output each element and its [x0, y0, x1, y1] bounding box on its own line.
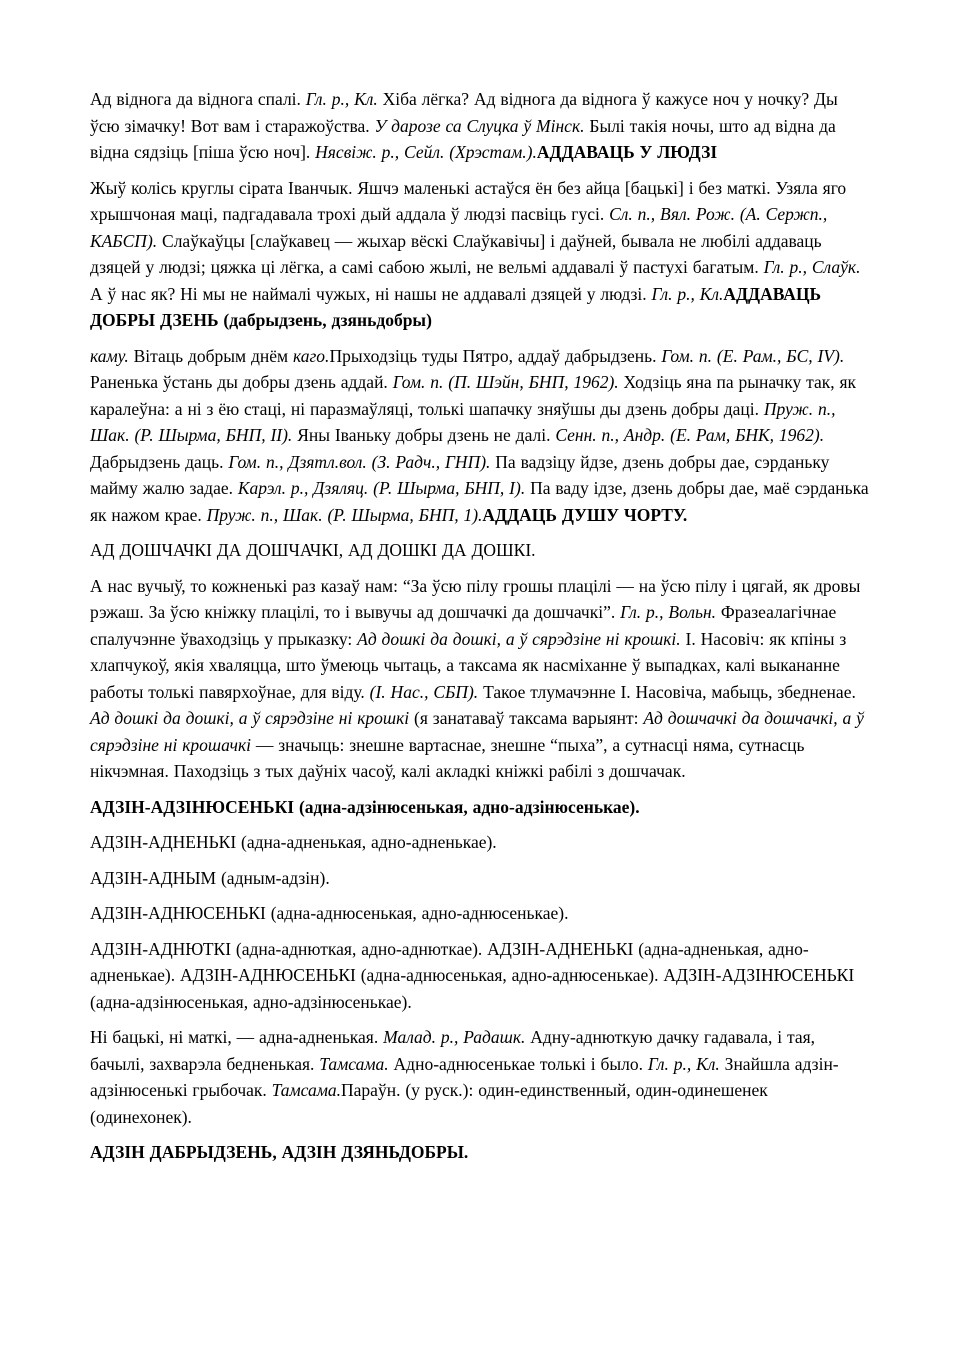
- text-run-italic: Пруж. п., Шак. (Р. Шырма, БНП, II).: [90, 398, 836, 445]
- text-run-regular: Ні бацькі, ні маткі, — адна-адненькая.: [90, 1027, 384, 1047]
- text-run-regular: Слаўкаўцы [слаўкавец — жыхар вёскі Слаўкавічы] і даўней, бывала не любілі аддаваць дзяцей у людзі; цяжка ці лёгка, а самі сабою жылі, не вельмі аддавалі ў пастухі багатым.: [90, 230, 822, 277]
- text-run-italic: (І. Нас., СБП).: [369, 681, 479, 702]
- text-run-regular: Знайшла адзін-адзінюсенькі грыбочак.: [90, 1053, 839, 1100]
- entry-ad-vidnoha-da-vidnoha: [90, 86, 872, 166]
- entry-addavac-u-liudzi: [90, 175, 872, 334]
- text-run-italic: Карэл. р., Дзяляц. (Р. Шырма, БНП, І).: [237, 478, 526, 498]
- headword-ad-doshchachki-da-doshchachki: [90, 537, 872, 564]
- entry-addavac-dobry-dzen: [90, 343, 872, 529]
- text-run-regular: Яны Іваньку добры дзень не далі.: [292, 425, 556, 445]
- text-run-italic: Тамсама.: [319, 1053, 389, 1074]
- text-run-regular: Па вадзіцу йдзе, дзень добры дае, сэрданьку майму жалю задае.: [90, 451, 830, 498]
- text-run-italic: Гл. р., Слаўк.: [763, 257, 861, 277]
- text-run-italic: Тамсама.: [271, 1080, 342, 1100]
- headword-adzin-adnym: [90, 865, 872, 892]
- dictionary-text-column: [90, 86, 872, 1175]
- text-run-italic: Гл. р., Вольн.: [620, 602, 717, 622]
- text-run-regular: (я занатаваў таксама варыянт:: [409, 708, 644, 728]
- text-run-regular: АД ДОШЧАЧКІ ДА ДОШЧАЧКІ, АД ДОШКІ ДА ДОШКІ.: [90, 540, 536, 560]
- text-run-bold: АДЗІН ДАБРЫДЗЕНЬ, АДЗІН ДЗЯНЬДОБРЫ.: [90, 1142, 469, 1162]
- text-run-regular: АДЗІН-АДНЫМ (адным-адзін).: [90, 867, 330, 888]
- text-run-italic: Ад дошкі да дошкі, а ў сярэдзіне ні крошкі: [90, 708, 410, 728]
- text-run-regular: А ў нас як? Ні мы не наймалі чужых, ні нашы не аддавалі дзяцей у людзі.: [90, 283, 652, 304]
- text-run-regular: АДЗІН-АДНЕНЬКІ (адна-адненькая, адно-адненькае).: [90, 832, 497, 852]
- text-run-regular: Хіба лёгка? Ад віднога да віднога ў кажусе ноч у ночку? Ды ўсю зімачку! Вот вам і старажоўства.: [90, 89, 838, 136]
- text-run-regular: Дабрыдзень даць.: [90, 451, 229, 472]
- text-run-italic: Ад дошкі да дошкі, а ў сярэдзіне ні крошкі.: [357, 628, 681, 649]
- text-run-bold: АДДАВАЦЬ У ЛЮДЗІ: [536, 142, 718, 162]
- headword-adzin-adnenki: [90, 829, 872, 856]
- text-run-regular: А нас вучыў, то кожненькі раз казаў нам: “За ўсю пілу грошы плацілі — на ўсю пілу і цягай, як дровы рэжаш. За ўсю кніжку плацілі, то і вывучы ад дошчачкі да дошчачкі”.: [90, 575, 861, 622]
- text-run-italic: Нясвіж. р., Сейл. (Хрэстам.).: [315, 142, 537, 162]
- text-run-regular: Раненька ўстань ды добры дзень аддай.: [90, 372, 393, 392]
- text-run-italic: У дарозе са Слуцка ў Мінск.: [374, 115, 585, 136]
- text-run-italic: каму.: [90, 345, 129, 366]
- text-run-regular: АДЗІН-АДНЮСЕНЬКІ (адна-аднюсенькая, адно-аднюсенькае).: [90, 903, 569, 923]
- text-run-italic: Ад дошчачкі да дошчачкі, а ў сярэдзіне ні крошачкі: [90, 708, 864, 755]
- text-run-italic: Гл. р., Кл.: [305, 89, 378, 109]
- text-run-regular: І. Насовіч: як кпіны з хлапчукоў, якія хваляцца, што ўмеюць чытаць, а таксама як насміханне ў выпадках, калі выкананне работы толькі павярхоўнае, для віду.: [90, 628, 847, 702]
- text-run-italic: Сенн. п., Андр. (Е. Рам, БНК, 1962).: [555, 425, 825, 445]
- text-run-bold: АДЗІН-АДЗІНЮСЕНЬКІ (адна-адзінюсенькая, адно-адзінюсенькае).: [90, 796, 640, 817]
- entry-ad-doshchachki-body: [90, 573, 872, 785]
- text-run-regular: — значыць: знешне вартаснае, знешне “пыха”, а сутнасці няма, сутнасць нікчэмная. Паходзіць з тых даўніх часоў, калі акладкі кніжкі рабілі з дошчачак.: [90, 734, 805, 781]
- text-run-regular: Адну-аднюткую дачку гадавала, і тая, бачылі, захварэла бедненькая.: [90, 1027, 816, 1074]
- text-run-regular: Жыў колісь круглы сірата Іванчык. Яшчэ маленькі астаўся ён без айца [бацькі] і без маткі. Узяла яго хрышчоная маці, падгадавала трохі дый аддала ў людзі пасвіць гусі.: [90, 177, 847, 224]
- text-run-regular: Па ваду ідзе, дзень добры дае, маё сэрданька як нажом крае.: [90, 478, 869, 525]
- headword-adzin-adzinjusenki: [90, 794, 872, 821]
- text-run-italic: Гом. п. (П. Шэйн, БНП, 1962).: [392, 372, 619, 392]
- text-run-regular: Такое тлумачэнне І. Насовіча, мабыць, збедненае.: [478, 681, 856, 702]
- text-run-bold: АДДАВАЦЬ ДОБРЫ ДЗЕНЬ (дабрыдзень, дзяньдобры): [90, 283, 822, 330]
- text-run-italic: Гл. р., Кл.: [647, 1053, 720, 1074]
- text-run-regular: Прыходзіць туды Пятро, аддаў дабрыдзень.: [329, 345, 662, 366]
- text-run-italic: Гом. п. (Е. Рам., БС, IV).: [661, 345, 845, 366]
- headword-adzin-dabrydzen: [90, 1139, 872, 1166]
- text-run-regular: АДЗІН-АДНЮТКІ (адна-аднюткая, адно-аднюткае). АДЗІН-АДНЕНЬКІ (адна-адненькая, адно-адненькае). АДЗІН-АДНЮСЕНЬКІ (адна-аднюсенькая, адно-аднюсенькае). АДЗІН-АДЗІНЮСЕНЬКІ (адна-адзінюсенькая, адно-адзінюсенькае).: [90, 938, 855, 1012]
- text-run-regular: Адно-аднюсенькае толькі і было.: [388, 1053, 648, 1074]
- text-run-regular: Ад віднога да віднога спалі.: [90, 89, 306, 109]
- text-run-regular: Былі такія ночы, што ад відна да відна сядзіць [піша ўсю ноч].: [90, 115, 836, 162]
- headword-adzin-adnjutki-group: [90, 936, 872, 1016]
- text-run-italic: Гл. р., Кл.: [651, 283, 724, 304]
- text-run-italic: Малад. р., Радашк.: [383, 1027, 526, 1047]
- text-run-regular: Параўн. (у руск.): один-единственный, один-одинешенек (одинехонек).: [90, 1080, 768, 1127]
- text-run-italic: каго.: [292, 345, 330, 366]
- text-run-italic: Гом. п., Дзятл.вол. (З. Радч., ГНП).: [228, 451, 491, 472]
- text-run-regular: Фразеалагічнае спалучэнне ўваходзіць у прыказку:: [90, 602, 837, 649]
- entry-adzin-adnjutki-body: [90, 1024, 872, 1130]
- text-run-italic: Пруж. п., Шак. (Р. Шырма, БНП, 1).: [206, 504, 483, 525]
- headword-adzin-adnjusenki: [90, 900, 872, 927]
- text-run-regular: Вітаць добрым днём: [128, 345, 293, 366]
- text-run-regular: Ходзіць яна па рыначку так, як каралеўна: а ні з ёю стаці, ні паразмаўляці, толькі шапачку зняўшы ды дзень добры даці.: [90, 372, 857, 419]
- text-run-bold: АДДАЦЬ ДУШУ ЧОРТУ.: [482, 504, 688, 525]
- text-run-italic: Сл. п., Вял. Рож. (А. Сержп., КАБСП).: [90, 204, 828, 251]
